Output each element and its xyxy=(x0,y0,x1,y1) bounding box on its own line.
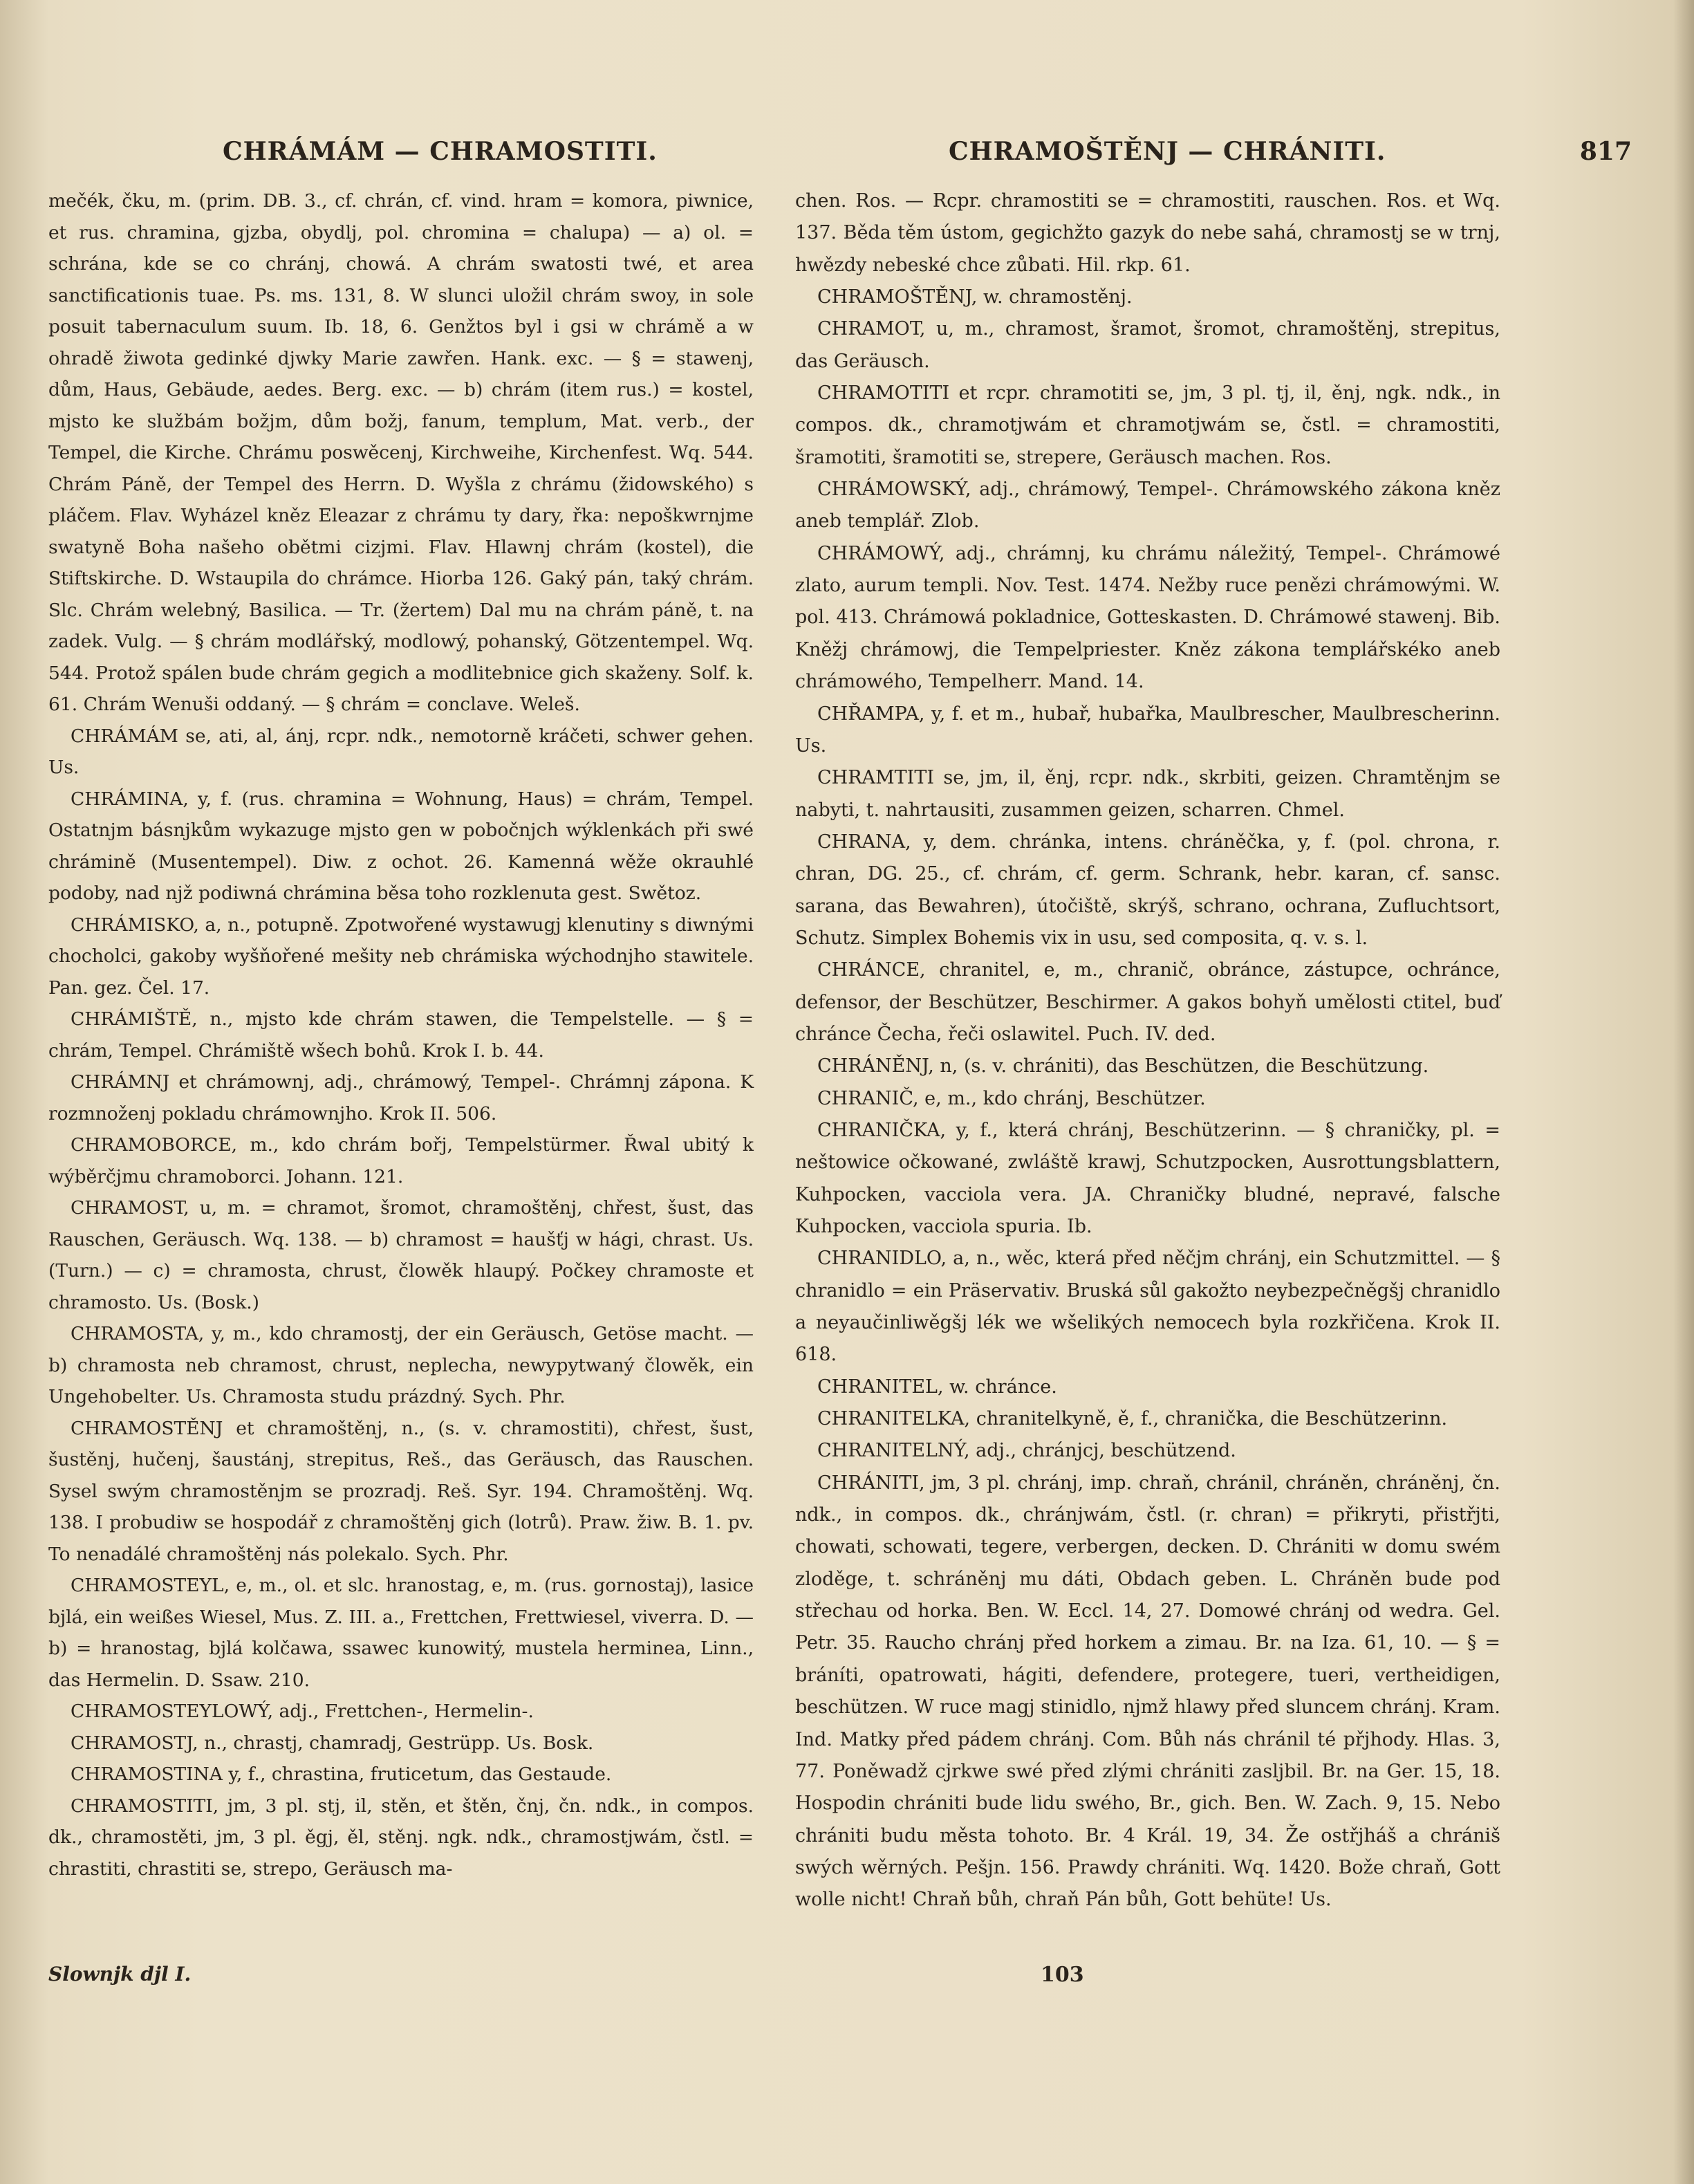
entry-paragraph: mečék, čku, m. (prim. DB. 3., cf. chrán, cf. vind. hram = komora, piwnice, et rus. chramina, gjzba, obydlj, pol. chromina = chalupa) — a) ol. = schrána, kde se co chránj, chowá. A chrám swatosti twé, et area sanctificationis tuae. Ps. ms. 131, 8. W slunci uložil chrám swoy, in sole posuit tabernaculum suum. Ib. 18, 6. Genžtos byl i gsi w chrámě a w ohradě žiwota gedinké djwky Marie zawřen. Hank. exc. — § = stawenj, dům, Haus, Gebäude, aedes. Berg. exc. — b) chrám (item rus.) = kostel, mjsto ke službám božjm, dům božj, fanum, templum, Mat. verb., der Tempel, die Kirche. Chrámu poswěcenj, Kirchweihe, Kirchenfest. Wq. 544. Chrám Páně, der Tempel des Herrn. D. Wyšla z chrámu (židowského) s pláčem. Flav. Wyházel kněz Eleazar z chrámu ty dary, řka: nepoškwrnjme swatyně Boha našeho obětmi cizjmi. Flav. Hlawnj chrám (kostel), die Stiftskirche. D. Wstaupila do chrámce. Hiorba 126. Gaký pán, taký chrám. Slc. Chrám welebný, Basilica. — Tr. (žertem) Dal mu na chrám páně, t. na zadek. Vulg. — § chrám modlářský, modlowý, pohanský, Götzentempel. Wq. 544. Protož spálen bude chrám gegich a modlitebnice gich skaženy. Solf. k. 61. Chrám Wenuši oddaný. — § chrám = conclave. Weleš. xyxy=(48,190,754,715)
entry-paragraph: CHRANIČKA, y, f., která chránj, Beschützerinn. — § chraničky, pl. = neštowice očkowané, zwláště krawj, Schutzpocken, Ausrottungsblattern, Kuhpocken, vacciola vera. JA. Chraničky bludné, nepravé, falsche Kuhpocken, vacciola spuria. Ib. xyxy=(795,1119,1500,1237)
entry-paragraph: CHRÁMOWÝ, adj., chrámnj, ku chrámu náležitý, Tempel-. Chrámowé zlato, aurum templi. Nov. Test. 1474. Nežby ruce penězi chrámowými. W. pol. 413. Chrámowá pokladnice, Gotteskasten. D. Chrámowé stawenj. Bib. Kněžj chrámowj, die Tempelpriester. Kněz zákona templářskéko aneb chrámowého, Tempelherr. Mand. 14. xyxy=(795,542,1500,693)
entry-paragraph: CHRAMOSTEYLOWÝ, adj., Frettchen-, Hermelin-. xyxy=(71,1701,534,1722)
entry-paragraph: CHRAMTITI se, jm, il, ěnj, rcpr. ndk., skrbiti, geizen. Chramtěnjm se nabyti, t. nahrtausiti, zusammen geizen, scharren. Chmel. xyxy=(795,767,1500,821)
signature-mark: Slownjk djl I. xyxy=(48,1963,192,1986)
entry-paragraph: CHRAMOSTEYL, e, m., ol. et slc. hranostag, e, m. (rus. gornostaj), lasice bjlá, ein weißes Wiesel, Mus. Z. III. a., Frettchen, Frettwiesel, viverra. D. — b) = hranostag, bjlá kolčawa, ssawec kunowitý, mustela herminea, Linn., das Hermelin. D. Ssaw. 210. xyxy=(48,1575,754,1691)
running-head-left: CHRÁMÁM — CHRAMOSTITI. xyxy=(223,137,658,166)
entry-paragraph: CHRÁNITI, jm, 3 pl. chránj, imp. chraň, chránil, chráněn, chráněnj, čn. ndk., in compos. dk., chránjwám, čstl. (r. chran) = přikryti, přistřjti, chowati, schowati, tegere, verbergen, decken. D. Chrániti w domu swém zloděge, t. schráněnj mu dáti, Obdach geben. L. Chráněn bude pod střechau od horka. Ben. W. Eccl. 14, 27. Domowé chránj od wedra. Gel. Petr. 35. Raucho chránj před horkem a zimau. Br. na Iza. 61, 10. — § = bráníti, opatrowati, hágiti, defendere, protegere, tueri, vertheidigen, beschützen. W ruce magj stinidlo, njmž hlawy před sluncem chránj. Kram. Ind. Matky před pádem chránj. Com. Bůh nás chránil té přjhody. Hlas. 3, 77. Poněwadž cjrkwe swé před zlými chrániti zasljbil. Br. na Ger. 15, 18. Hospodin chrániti bude lidu swého, Br., gich. Ben. W. Zach. 9, 15. Nebo chrániti budu města tohoto. Br. 4 Král. 19, 34. Že ostřjháš a chrániš swých wěrných. Pešjn. 156. Prawdy chrániti. Wq. 1420. Bože chraň, Gott wolle nicht! Chraň bůh, chraň Pán bůh, Gott behüte! Us. xyxy=(795,1472,1500,1911)
entry-paragraph: CHRAMOBORCE, m., kdo chrám bořj, Tempelstürmer. Řwal ubitý k wýběrčjmu chramoborci. Johann. 121. xyxy=(48,1134,754,1187)
entry-paragraph: CHRÁMÁM se, ati, al, ánj, rcpr. ndk., nemotorně kráčeti, schwer gehen. Us. xyxy=(48,725,754,778)
entry-paragraph: chen. Ros. — Rcpr. chramostiti se = chramostiti, rauschen. Ros. et Wq. 137. Běda těm ústom, gegichžto gazyk do nebe sahá, chramostj se w trnj, hwězdy nebeské chce zůbati. Hil. rkp. 61. xyxy=(795,190,1500,276)
entry-paragraph: CHRANITELKA, chranitelkyně, ě, f., chranička, die Beschützerinn. xyxy=(817,1408,1448,1430)
entry-paragraph: CHRANIČ, e, m., kdo chránj, Beschützer. xyxy=(817,1087,1206,1109)
entry-paragraph: CHRAMOSTĚNJ et chramoštěnj, n., (s. v. chramostiti), chřest, šust, šustěnj, hučenj, šaustánj, strepitus, Reš., das Geräusch, das Rauschen. Sysel swým chramostěnjm se prozradj. Reš. Syr. 194. Chramoštěnj. Wq. 138. I probudiw se hospodář z chramoštěnj gich (lotrů). Praw. žiw. B. 1. pv. To nenadálé chramoštěnj nás polekalo. Sych. Phr. xyxy=(48,1417,754,1565)
entry-paragraph: CHRANITEL, w. chránce. xyxy=(817,1376,1057,1398)
entry-paragraph: CHRÁMIŠTĚ, n., mjsto kde chrám stawen, die Tempelstelle. — § = chrám, Tempel. Chrámiště wšech bohů. Krok I. b. 44. xyxy=(48,1008,754,1062)
page-number: 817 xyxy=(1579,137,1632,166)
entry-paragraph: CHRÁMNJ et chrámownj, adj., chrámowý, Tempel-. Chrámnj zápona. K rozmnoženj pokladu chrámownjho. Krok II. 506. xyxy=(48,1071,754,1125)
entry-paragraph: CHRAMOSTJ, n., chrastj, chamradj, Gestrüpp. Us. Bosk. xyxy=(71,1732,594,1754)
entry-paragraph: CHRÁNCE, chranitel, e, m., chranič, obránce, zástupce, ochránce, defensor, der Beschützer, Beschirmer. A gakos bohyň umělosti ctitel, buď chránce Čecha, řeči oslawitel. Puch. IV. ded. xyxy=(795,959,1500,1045)
entry-paragraph: CHRAMOSTITI, jm, 3 pl. stj, il, stěn, et štěn, čnj, čn. ndk., in compos. dk., chramostěti, jm, 3 pl. ěgj, ěl, stěnj. ngk. ndk., chramostjwám, čstl. = chrastiti, chrastiti se, strepo, Geräusch ma- xyxy=(48,1795,754,1880)
right-column xyxy=(795,185,1500,1916)
entry-paragraph: CHRÁMOWSKÝ, adj., chrámowý, Tempel-. Chrámowského zákona kněz aneb templář. Zlob. xyxy=(795,479,1500,533)
left-column xyxy=(48,185,754,1885)
entry-paragraph: CHRAMOSTINA y, f., chrastina, fruticetum, das Gestaude. xyxy=(71,1764,612,1785)
entry-paragraph: CHŘAMPA, y, f. et m., hubař, hubařka, Maulbrescher, Maulbrescherinn. Us. xyxy=(795,703,1500,757)
entry-paragraph: CHRAMOST, u, m. = chramot, šromot, chramoštěnj, chřest, šust, das Rauschen, Geräusch. Wq. 138. — b) chramost = haušťj w hági, chrast. Us. (Turn.) — c) = chramosta, chrust, člowěk hlaupý. Počkey chramoste et chramosto. Us. (Bosk.) xyxy=(48,1197,754,1313)
entry-paragraph: CHRAMOTITI et rcpr. chramotiti se, jm, 3 pl. tj, il, ěnj, ngk. ndk., in compos. dk., chramotjwám et chramotjwám se, čstl. = chramostiti, šramotiti, šramotiti se, strepere, Geräusch machen. Ros. xyxy=(795,382,1500,468)
entry-paragraph: CHRAMOT, u, m., chramost, šramot, šromot, chramoštěnj, strepitus, das Geräusch. xyxy=(795,318,1500,372)
entry-paragraph: CHRANA, y, dem. chránka, intens. chráněčka, y, f. (pol. chrona, r. chran, DG. 25., cf. chrám, cf. germ. Schrank, hebr. karan, cf. sansc. sarana, das Bewahren), útočiště, skrýš, schrano, ochrana, Zufluchtsort, Schutz. Simplex Bohemis vix in usu, sed composita, q. v. s. l. xyxy=(795,831,1500,949)
entry-paragraph: CHRÁNĚNJ, n, (s. v. chrániti), das Beschützen, die Beschützung. xyxy=(817,1055,1429,1077)
entry-paragraph: CHRÁMISKO, a, n., potupně. Zpotwořené wystawugj klenutiny s diwnými chocholci, gakoby wyšňořené mešity neb chrámiska wýchodnjho stawitele. Pan. gez. Čel. 17. xyxy=(48,914,754,999)
running-head-right: CHRAMOŠTĚNJ — CHRÁNITI. xyxy=(949,137,1386,166)
entry-paragraph: CHRANITELNÝ, adj., chránjcj, beschützend. xyxy=(817,1440,1236,1462)
entry-paragraph: CHRANIDLO, a, n., wěc, která před něčjm chránj, ein Schutzmittel. — § chranidlo = ein Präservativ. Bruská sůl gakožto neybezpečněgšj chranidlo a neyaučinliwěgšj lék we wšelikých nemocech byla rozkřičena. Krok II. 618. xyxy=(795,1248,1500,1366)
entry-paragraph: CHRÁMINA, y, f. (rus. chramina = Wohnung, Haus) = chrám, Tempel. Ostatnjm básnjkům wykazuge mjsto gen w pobočnjch wýklenkách při swé chrámině (Musentempel). Diw. z ochot. 26. Kamenná wěže okrauhlé podoby, nad njž podiwná chrámina běsa toho rozklenuta gest. Swětoz. xyxy=(48,788,754,904)
leaf-number: 103 xyxy=(1041,1963,1084,1987)
entry-paragraph: CHRAMOSTA, y, m., kdo chramostj, der ein Geräusch, Getöse macht. — b) chramosta neb chramost, chrust, neplecha, newypytwaný člowěk, ein Ungehobelter. Us. Chramosta studu prázdný. Sych. Phr. xyxy=(48,1323,754,1407)
page-edge-shadow xyxy=(1673,0,1694,2184)
entry-paragraph: CHRAMOŠTĚNJ, w. chramostěnj. xyxy=(817,286,1133,308)
